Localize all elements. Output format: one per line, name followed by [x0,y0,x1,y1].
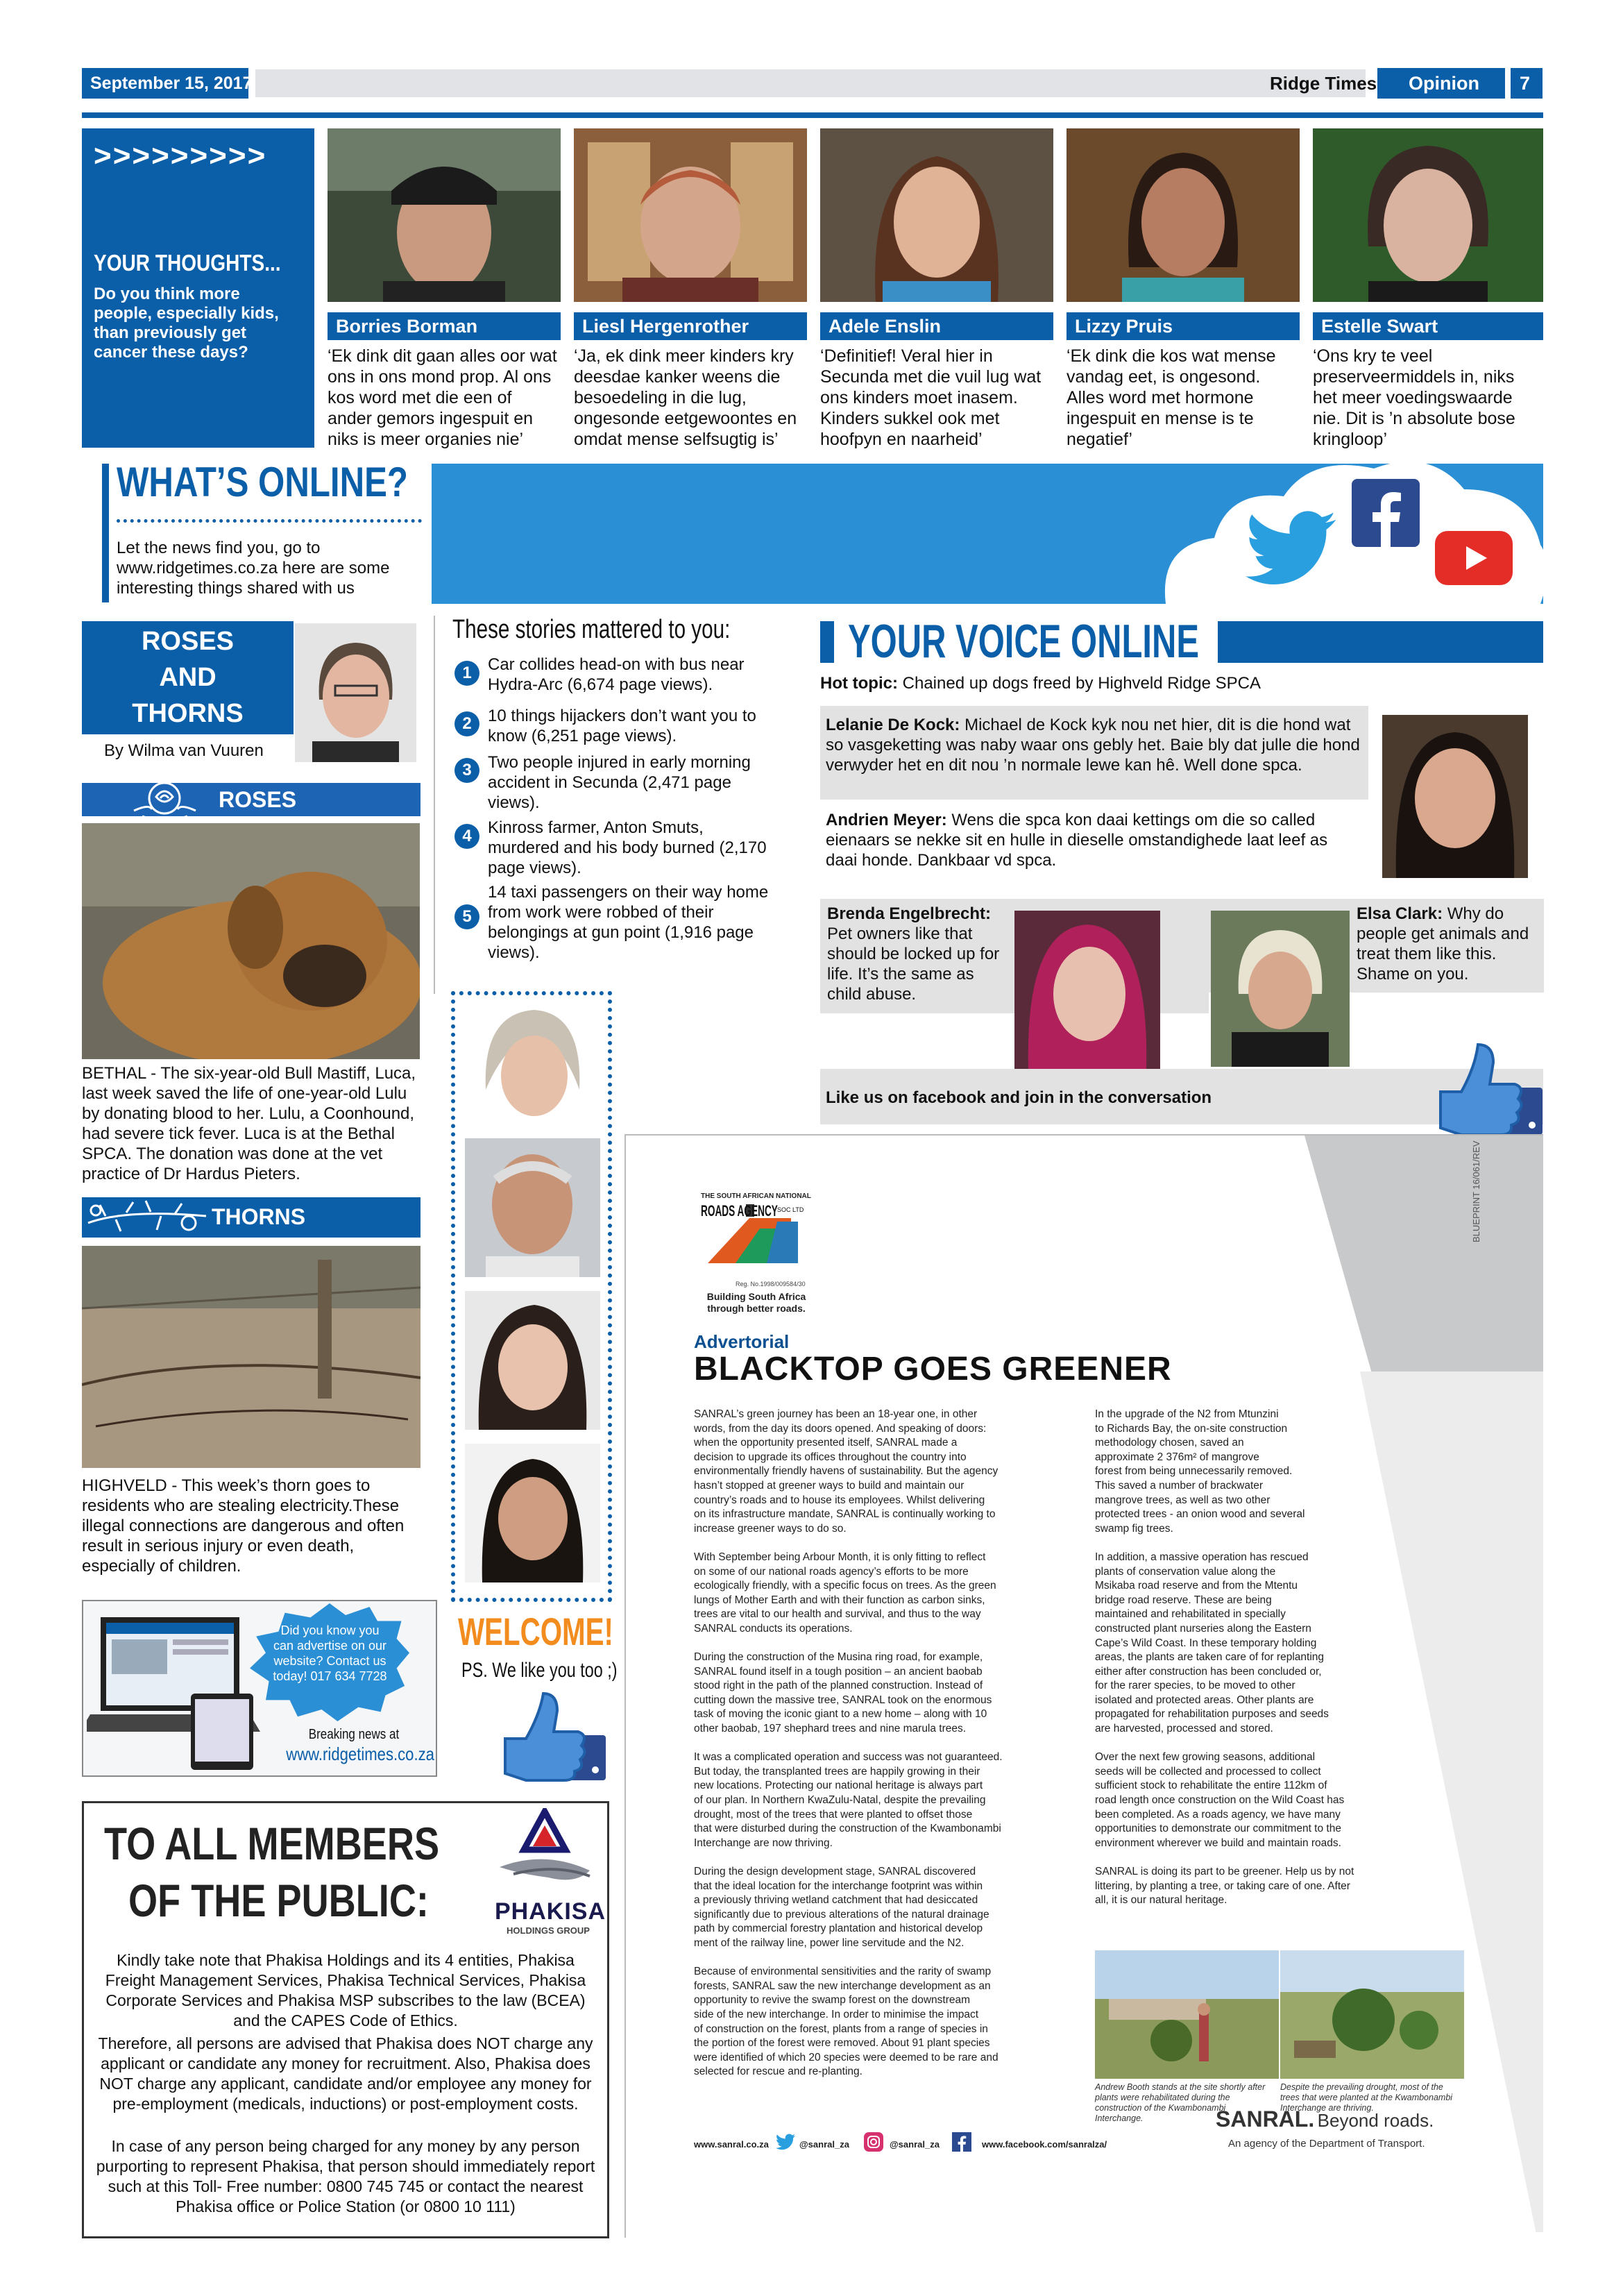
advertorial-frame-left [624,1134,626,2238]
quote-liesl-hergenrother: ‘Ja, ek dink meer kinders kry deesdae kanker weens die besoedeling in die lug, ongesonde eetgewoontes en omdat mense selfsugtig is’ [574,346,797,449]
advertorial-caption-2: Despite the prevailing drought, most of the trees that were planted at the Kwambonambi Interchange are thriving. [1280,2082,1453,2113]
stories-title: These stories mattered to you: [452,615,731,644]
voice-hot-topic-text: Chained up dogs freed by Highveld Ridge SPCA [902,674,1261,693]
thorns-text: HIGHVELD - This week’s thorn goes to residents who are stealing electricity.These illegal connections are dangerous and often result in serious injury or even death, especially of children. [82,1476,405,1576]
quote-lizzy-pruis: ‘Ek dink die kos wat mense vandag eet, is ongesond. Alles word met hormone ingespuit en mense is te negatief’ [1067,346,1276,449]
facebook-small-icon[interactable] [952,2132,971,2152]
roses-dog-photo [82,823,420,1059]
phakisa-paragraph-2: Therefore, all persons are advised that Phakisa does NOT charge any applicant or candidate any money for recruitment. Also, Phakisa does NOT charge any applicant, candidate and/or employee any money for pre-employment (medicals, inductions) or post-employment costs. [98,2034,593,2113]
story-1-number: 1 [454,661,479,686]
instagram-icon[interactable] [864,2132,883,2152]
comment-2-name: Andrien Meyer: [826,811,947,829]
voice-hot-topic-label: Hot topic: [820,674,898,693]
comment-2 [826,810,1363,870]
welcome-title: WELCOME! [458,1610,613,1653]
facebook-icon[interactable] [1352,479,1420,547]
sanral-instagram[interactable]: @sanral_za [890,2139,940,2150]
sanral-reg: Reg. No.1998/009584/30 [736,1281,806,1288]
sanral-agency-name: ROADS AGENCY [701,1202,778,1219]
web-ad-bubble-text: Did you know you can advertise on our website? Contact us today! 017 634 7728 [273,1623,387,1683]
roses-text: BETHAL - The six-year-old Bull Mastiff, Luca, last week saved the life of one-year-old Lulu by donating blood to her. Lulu, a Coonhound, had severe tick fever. Luca is at the Bethal SPCA. The donation was done at the vet practice of Dr Hardus Pieters. [82,1064,416,1183]
sanral-slogan: Building South Africa through better roads. [706,1291,806,1314]
thumbs-up-icon [498,1687,609,1784]
comment-3-name: Brenda Engelbrecht: [827,904,992,923]
name-estelle-swart: Estelle Swart [1313,312,1543,340]
sanral-web[interactable]: www.sanral.co.za [694,2139,769,2150]
welcome-photo-4 [465,1444,600,1582]
advertorial-kicker: Advertorial [694,1331,790,1352]
comment-1-photo [1382,715,1528,878]
youtube-icon[interactable] [1435,531,1513,585]
sanral-brand-name: SANRAL. [1216,2107,1315,2132]
advertorial-column-2: In the upgrade of the N2 from Mtunzini to Richards Bay, the on-site construction methodology chosen, saved an approximate 2 376m² of mangrove forest from being unnecessarily removed. This saved a number of brackwater mangrove trees, as well as two other protected trees - an onion wood and several swamp fig trees. In addition, a massive operation has rescued plants of conservation value along the Msikaba road reserve and from the Mtentu bridge road reserve. These are being maintained and rehabilitated in specially constructed plant nurseries along the Eastern Cape’s Wild Coast. In these temporary holding areas, the plants are taken care of for replanting either after construction has been concluded or, for the rarer species, to be moved to other isolated and protected areas. Other plants are propagated for rehabilitation purposes and seeds are harvested, processed and stored. Over the next few growing seasons, additional seeds will be collected and processed to collect sufficient stock to rehabilitate the entire 112km of road length once construction on the Wild Coast has been completed. As a roads agency, we have many opportunities to demonstrate our commitment to the environment wherever we build and maintain roads. SANRAL is doing its part to be greener. Help us by not littering, by planting a tree, or taking care of one. After all, it is our natural heritage. [1095,1408,1354,1907]
quote-borries-borman: ‘Ek dink dit gaan alles oor wat ons in ons mond prop. Al ons kos word met die een of ander gemors ingespuit en niks is meer organies nie’ [328,346,557,449]
sanral-agency-line: An agency of the Department of Transport. [1228,2138,1425,2150]
sanral-brand [1216,2107,1434,2132]
portrait-lizzy-pruis [1067,128,1300,302]
section-name: Opinion [1409,73,1479,94]
story-5-number: 5 [454,904,479,929]
web-ad-url[interactable]: www.ridgetimes.co.za [286,1744,434,1764]
welcome-subtitle: PS. We like you too ;) [461,1659,618,1682]
sanral-side-code: BLUEPRINT 16/061/REV [1471,1140,1481,1242]
voice-title-bar-left [820,621,834,663]
phakisa-logo-name: PHAKISA [495,1898,606,1925]
twitter-small-icon[interactable] [776,2133,795,2151]
thorns-label: THORNS [212,1204,306,1229]
story-3[interactable]: Two people injured in early morning accident in Secunda (2,471 page views). [488,753,751,812]
header-rule [82,112,1543,118]
advertorial-caption-1: Andrew Booth stands at the site shortly after plants were rehabilitated during the construction of the Kwambonambi Interchange. [1095,2082,1266,2123]
phakisa-logo-icon [493,1808,597,1898]
phakisa-title-2: OF THE PUBLIC: [128,1875,429,1926]
name-adele-enslin: Adele Enslin [820,312,1053,340]
comment-4-text: Why do people get animals and treat them like this. Shame on you. [1357,904,1529,984]
rt-title-3: THORNS [132,699,244,728]
sanral-soc: SOC LTD [777,1206,804,1213]
online-dotted-rule [117,519,422,523]
twitter-icon[interactable] [1246,510,1336,586]
laptop-image [87,1610,260,1773]
portrait-wilma-van-vuuren [295,623,416,762]
online-title: WHAT’S ONLINE? [117,459,408,505]
thoughts-title: YOUR THOUGHTS... [94,250,281,276]
comment-1 [826,715,1363,775]
header-grey-bar [255,69,1366,97]
comment-1-text: Michael de Kock kyk nou net hier, dit is die hond wat so vasgeketting was naby waar ons gebly het. Baie bly dat julle die hond verwyder het en dit nou ’n normale lewe kan hê. Well done spca. [826,716,1360,775]
portrait-adele-enslin [820,128,1053,302]
online-text: Let the news find you, go to www.ridgetimes.co.za here are some interesting things shared with us [117,539,390,598]
voice-title: YOUR VOICE ONLINE [848,615,1199,668]
portrait-estelle-swart [1313,128,1543,302]
comment-4-photo [1211,911,1350,1067]
story-2-number: 2 [454,711,479,736]
story-4[interactable]: Kinross farmer, Anton Smuts, murdered and his body burned (2,170 page views). [488,818,767,877]
phakisa-paragraph-1: Kindly take note that Phakisa Holdings and its 4 entities, Phakisa Freight Management Services, Phakisa Technical Services, Phakisa Corporate Services and Phakisa MSP subscribes to the law (BCEA) and the CAPES Code of Ethics. [105,1951,586,2029]
sanral-twitter[interactable]: @sanral_za [799,2139,849,2150]
sanral-tagline: Beyond roads. [1317,2110,1434,2131]
rt-title-1: ROSES [141,627,235,656]
like-thumbs-icon [1435,1038,1546,1138]
advertorial-headline: BLACKTOP GOES GREENER [694,1351,1172,1387]
date: September 15, 2017 [90,74,253,93]
paper-name: Ridge Times [1270,73,1377,94]
like-us-text[interactable]: Like us on facebook and join in the conversation [826,1088,1212,1107]
welcome-photo-3 [465,1291,600,1430]
advertorial-grey-band [1305,1136,1543,1371]
quote-estelle-swart: ‘Ons kry te veel preserveermiddels in, niks het meer voedingswaarde nie. Dit is ’n absolute bose kringloop’ [1313,346,1515,449]
comment-2-text: Wens die spca kon daai kettings om die so called eienaars se nekke sit en hulle in dieselle omstandighede laat leef as daai honde. Dankbaar vd spca. [826,811,1328,870]
story-3-number: 3 [454,758,479,783]
story-4-number: 4 [454,824,479,849]
sanral-logo-box [694,1187,812,1277]
portrait-borries-borman [328,128,561,302]
phakisa-title-1: TO ALL MEMBERS [104,1818,440,1869]
advertorial-photo-2 [1280,1950,1464,2079]
online-accent-bar [102,464,109,602]
advertorial-column-1: SANRAL’s green journey has been an 18-year one, in other words, from the day its doors opened. And speaking of doors: when the opportunity presented itself, SANRAL made a decision to upgrade its offices throughout the country into environmentally friendly havens of sustainability. But the agency hasn’t stopped at greener ways to build and maintain our country’s roads and to house its employees. Whilst delivering on its infrastructure mandate, SANRAL is continually working to increase greener ways to do so. With September being Arbour Month, it is only fitting to reflect on some of our national roads agency’s efforts to be more ecologically friendly, with a specific focus on trees. As the green lungs of Mother Earth and with their function as carbon sinks, trees are vital to our health and survival, and thus to the way SANRAL conducts its operations. During the construction of the Musina ring road, for example, SANRAL found itself in a tough position – an ancient baobab stood right in the path of the planned construction. Instead of cutting down the massive tree, SANRAL took on the enormous task of moving the iconic giant to a new home – along with 10 other baobab, 197 shephard trees and nine marula trees. It was a complicated operation and success was not guaranteed. But today, the transplanted trees are happily growing in their new locations. Protecting our national heritage is always part of our plan. In Northern KwaZulu-Natal, despite the prevailing drought, most of the trees that were planted to offset those that were disturbed during the construction of the Kwambonambi Interchange are now thriving. During the design development stage, SANRAL discovered that the ideal location for the interchange footprint was within a previously thriving wetland catchment that had desiccated significantly due to previous alterations of the natural drainage path by commercial forestry plantation and historical develop ment of the railway line, power line servitude and the N2. Because of environmental sensitivities and the rarity of swamp forests, SANRAL saw the new interchange development as an opportunity to revive the swamp forest on the downstream side of the new interchange. In order to minimise the impact of construction on the forest, plants from a range of species in the portion of the forest were removed. About 91 plant species were identified of which 20 species were deemed to be rare and selected for rescue and re-planting. [694,1408,1003,2078]
voice-title-bar-right [1218,621,1543,663]
advertorial-photo-1 [1095,1950,1279,2079]
story-1[interactable]: Car collides head-on with bus near Hydra-Arc (6,674 page views). [488,655,745,694]
phakisa-logo-sub: HOLDINGS GROUP [507,1925,590,1936]
thoughts-arrows: >>>>>>>>> [94,139,267,173]
page-number: 7 [1520,73,1531,94]
name-borries-borman: Borries Borman [328,312,561,340]
portrait-liesl-hergenrother [574,128,807,302]
phakisa-paragraph-3: In case of any person being charged for any money by any person purporting to represent Phakisa, that person should immediately report such at this Toll- Free number: 0800 745 745 or contact the nearest Phakisa office or Police Station (or 0800 10 111) [96,2137,595,2215]
thorns-photo [82,1246,420,1468]
advertorial-frame-top [624,1134,1543,1136]
quote-adele-enslin: ‘Definitief! Veral hier in Secunda met die vuil lug wat ons kinders moet inasem. Kinders sukkel ook met hoofpyn en naarheid’ [820,346,1042,449]
comment-4-name: Elsa Clark: [1357,904,1443,923]
welcome-photo-1 [465,999,600,1124]
roses-label: ROSES [219,787,297,812]
sanral-agency-top: THE SOUTH AFRICAN NATIONAL [701,1192,811,1200]
rt-title-2: AND [159,663,216,692]
sanral-facebook[interactable]: www.facebook.com/sanralza/ [982,2139,1107,2150]
thorn-branch-icon [85,1195,210,1240]
thoughts-question: Do you think more people, especially kids, than previously get cancer these days? [94,285,279,362]
name-lizzy-pruis: Lizzy Pruis [1067,312,1300,340]
story-5[interactable]: 14 taxi passengers on their way home from work were robbed of their belongings at gun point (1,916 page views). [488,883,769,962]
comment-1-name: Lelanie De Kock: [826,716,960,734]
voice-hot-topic [820,673,1542,693]
web-ad-breaking: Breaking news at [308,1727,400,1742]
name-liesl-hergenrother: Liesl Hergenrother [574,312,807,340]
comment-3-text: Pet owners like that should be locked up for life. It’s the same as child abuse. [827,925,1000,1004]
comment-3-photo [1014,911,1160,1070]
rose-icon [128,776,201,823]
story-2[interactable]: 10 things hijackers don’t want you to know (6,251 page views). [488,707,756,745]
stories-divider [434,616,435,994]
rt-byline: By Wilma van Vuuren [104,741,264,760]
comment-4 [1357,904,1537,984]
welcome-photo-2 [465,1138,600,1277]
comment-3 [827,904,1004,1004]
